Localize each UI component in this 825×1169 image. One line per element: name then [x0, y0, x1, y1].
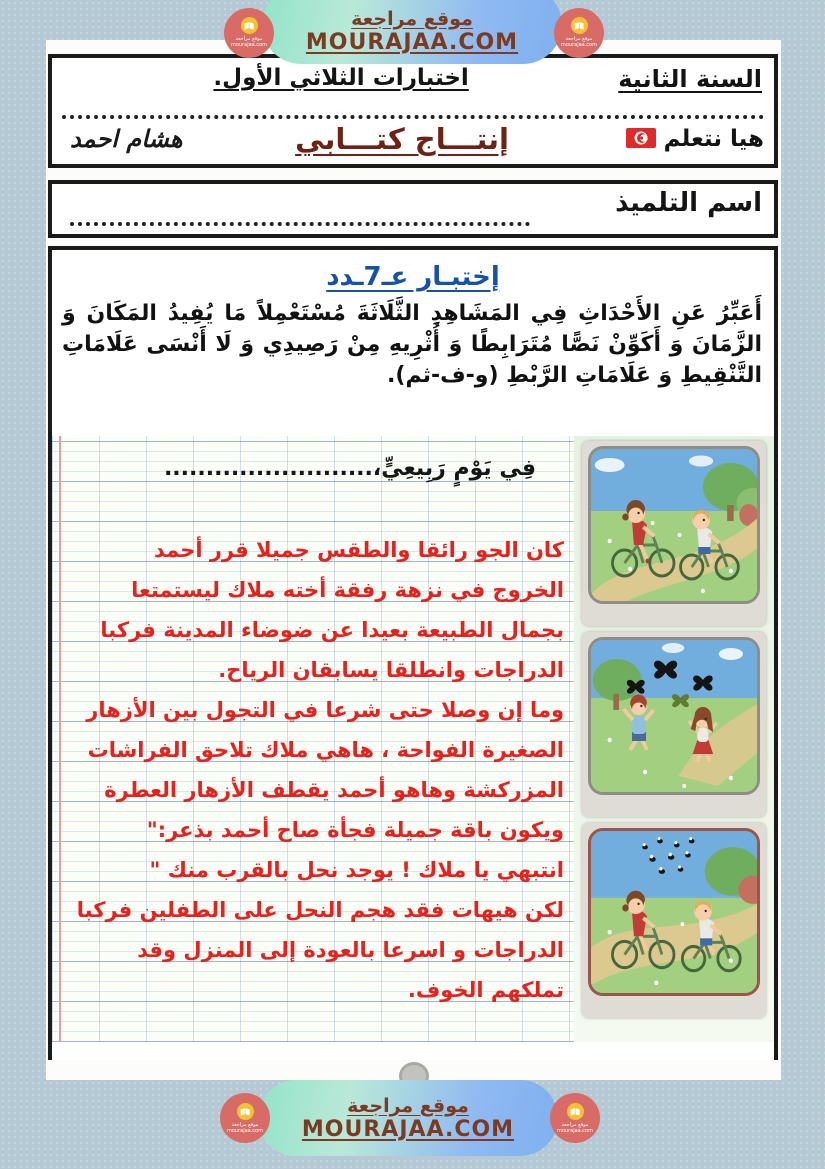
site-banner-top [230, 0, 597, 64]
book-icon [571, 17, 588, 34]
site-domain-link[interactable]: MOURAJAA.COM [301, 1116, 515, 1142]
badge-site-name: موقع مراجعة [565, 36, 593, 43]
essay-line: المزركشة وهاهو أحمد يقطف الأزهار العطرة [104, 778, 564, 802]
essay-line: الخروج في نزهة رفقة أخته ملاك ليستمتعا [131, 578, 564, 602]
student-name-blank-line[interactable] [70, 222, 530, 226]
essay-line: تملكهم الخوف. [407, 978, 564, 1002]
kids-chasing-butterflies-scene [588, 637, 760, 795]
badge-site-domain: mourajaa.com [560, 42, 597, 49]
exam-body [48, 246, 778, 1060]
badge-site-domain: mourajaa.com [226, 1127, 263, 1134]
essay-line: الدراجات و اسرعا بالعودة إلى المنزل وقد [137, 938, 564, 962]
writing-area [52, 436, 774, 1042]
site-domain-link[interactable]: MOURAJAA.COM [305, 29, 519, 55]
essay-text [52, 530, 574, 1010]
test-instructions: أَعَبِّرُ عَنِ الأَحْدَاثِ فِي المَشَاهِدِ الثَّلَاثَةَ مُسْتَعْمِلاً مَا يُفِيدُ المَكَانَ وَ الزَّمَانَ وَ أَكَوِّنْ نَصًّا مُتَرَابِطًا وَ أُثْرِيهِ مِنْ رَصِيدِي وَ لَا أَنْسَى عَلَامَاتِ التَّنْقِيطِ وَ عَلَامَاتِ الرَّبْطِ (و-ف-ثم). [62, 301, 762, 388]
scene-card-3 [582, 823, 766, 1018]
essay-line: كان الجو رائقا والطقس جميلا قرر أحمد [153, 538, 564, 562]
site-badge [220, 1093, 270, 1143]
site-badge [554, 8, 604, 58]
scene-card-2 [582, 632, 766, 817]
badge-site-domain: mourajaa.com [556, 1127, 593, 1134]
essay-line: وما إن وصلا حتى شرعا في التجول بين الأزهار [86, 698, 564, 722]
student-name-box [48, 180, 778, 238]
exam-series-title: اختبارات الثلاثي الأول. [213, 65, 469, 91]
tunisia-flag-icon [626, 128, 656, 152]
header-dotted-divider [62, 115, 764, 119]
essay-line: لكن هيهات فقد هجم النحل على الطفلين فركبا [76, 898, 564, 922]
author-signature: هشام احمد [70, 125, 183, 153]
site-badge [224, 8, 274, 58]
exam-document [46, 40, 781, 1080]
essay-line: انتبهي يا ملاك ! يوجد نحل بالقرب منك " [149, 858, 564, 882]
badge-site-name: موقع مراجعة [231, 1121, 259, 1128]
book-icon [241, 17, 258, 34]
essay-opening-line: فِي يَوْمٍ رَبِيعِيٍّ،......................... [163, 456, 536, 481]
grade-label: السنة الثانية [618, 65, 762, 93]
header-row-2 [62, 122, 764, 156]
badge-site-domain: mourajaa.com [230, 42, 267, 49]
book-icon [237, 1103, 254, 1120]
essay-line: الدراجات وانطلقا يسابقان الرياح. [218, 658, 564, 682]
badge-site-name: موقع مراجعة [235, 36, 263, 43]
student-name-label: اسم التلميذ [615, 188, 762, 218]
exam-header [48, 54, 778, 168]
site-banner-pill[interactable] [258, 1080, 558, 1156]
subject-title: إنتـــاج كتـــابي [295, 122, 509, 156]
test-title: إختبـار عـ7ـدد [326, 262, 500, 292]
kids-riding-bikes-scene [588, 446, 760, 604]
essay-line: بجمال الطبيعة بعيدا عن ضوضاء المدينة فركبا [100, 618, 564, 642]
site-badge [550, 1093, 600, 1143]
essay-line: الصغيرة الفواحة ، هاهي ملاك تلاحق الفراشات [87, 738, 564, 762]
site-name-arabic[interactable]: موقع مراجعة [347, 1094, 469, 1117]
essay-line: ويكون باقة جميلة فجأة صاح أحمد بذعر:" [146, 818, 564, 842]
badge-site-name: موقع مراجعة [561, 1121, 589, 1128]
site-name-arabic[interactable]: موقع مراجعة [351, 7, 473, 30]
ruled-notebook-paper [52, 436, 574, 1042]
story-scenes-strip [574, 436, 774, 1042]
kids-fleeing-bees-scene [588, 828, 760, 996]
book-icon [567, 1103, 584, 1120]
motto-label: هيا نتعلم [663, 126, 764, 152]
scene-card-1 [582, 441, 766, 626]
site-banner-bottom [226, 1080, 593, 1156]
site-banner-pill[interactable] [262, 0, 562, 64]
